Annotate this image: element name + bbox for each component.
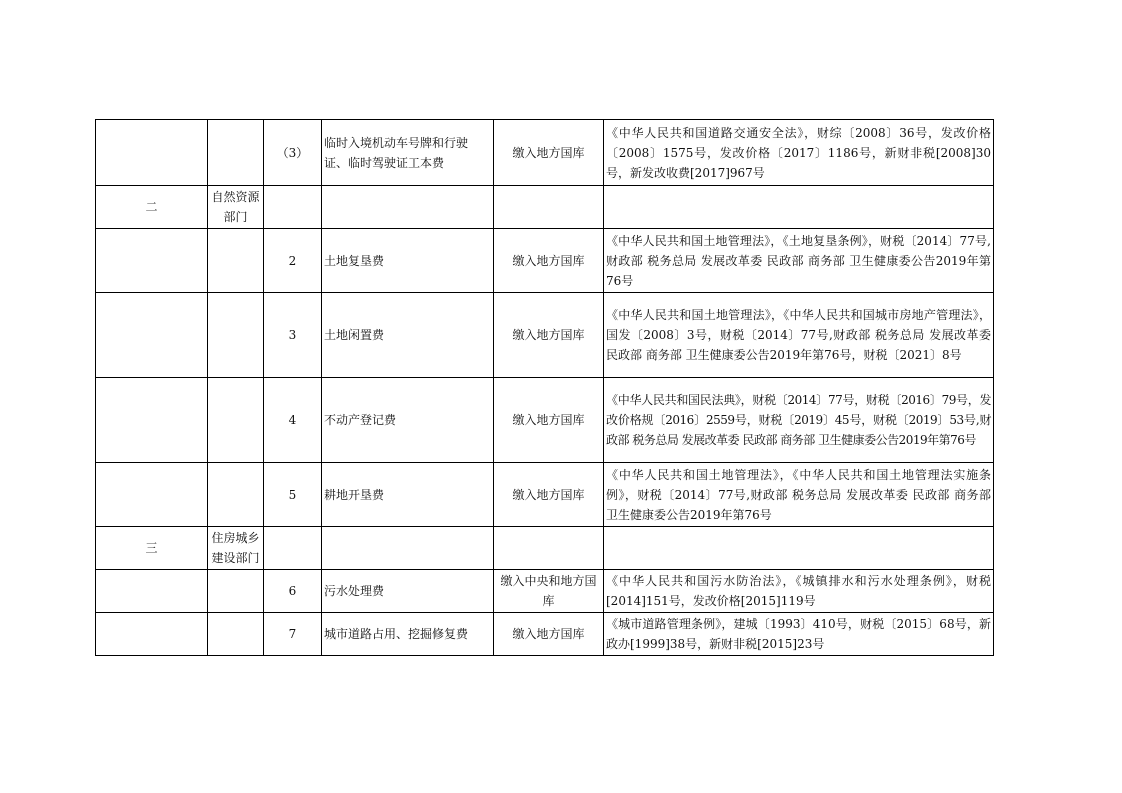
- dept-cell: [208, 463, 264, 527]
- basis-cell: 《中华人民共和国污水防治法》，《城镇排水和污水处理条例》，财税[2014]151号，发改价格[2015]119号: [604, 570, 994, 613]
- fee-table: [95, 119, 994, 656]
- basis-cell: 《中华人民共和国土地管理法》，《中华人民共和国土地管理法实施条例》，财税〔2014〕77号,财政部 税务总局 发展改革委 民政部 商务部 卫生健康委公告2019年第76号: [604, 463, 994, 527]
- item-no-cell: [264, 527, 322, 570]
- dept-cell: [208, 570, 264, 613]
- table-row: [96, 186, 994, 229]
- item-no-cell: 2: [264, 229, 322, 293]
- basis-cell: 《城市道路管理条例》，建城〔1993〕410号，财税〔2015〕68号，新政办[1999]38号，新财非税[2015]23号: [604, 613, 994, 656]
- table-row: [96, 463, 994, 527]
- basis-cell: [604, 186, 994, 229]
- item-no-cell: （3）: [264, 120, 322, 186]
- item-no-cell: 6: [264, 570, 322, 613]
- collection-cell: 缴入地方国库: [494, 613, 604, 656]
- basis-cell: 《中华人民共和国道路交通安全法》，财综〔2008〕36号，发改价格〔2008〕1575号，发改价格〔2017〕1186号，新财非税[2008]30号，新发改收费[2017]967号: [604, 120, 994, 186]
- collection-cell: 缴入地方国库: [494, 229, 604, 293]
- table-row: [96, 120, 994, 186]
- collection-cell: 缴入地方国库: [494, 463, 604, 527]
- item-no-cell: 3: [264, 293, 322, 378]
- collection-cell: [494, 186, 604, 229]
- fee-name-cell: 土地复垦费: [322, 229, 494, 293]
- collection-cell: 缴入地方国库: [494, 293, 604, 378]
- dept-cell: [208, 120, 264, 186]
- table-row: [96, 229, 994, 293]
- dept-cell: 住房城乡建设部门: [208, 527, 264, 570]
- table-row: [96, 378, 994, 463]
- fee-name-cell: [322, 527, 494, 570]
- dept-cell: [208, 613, 264, 656]
- table-row: [96, 527, 994, 570]
- collection-cell: 缴入中央和地方国库: [494, 570, 604, 613]
- seq-cell: [96, 570, 208, 613]
- fee-name-cell: 污水处理费: [322, 570, 494, 613]
- table-row: [96, 293, 994, 378]
- item-no-cell: 4: [264, 378, 322, 463]
- dept-cell: [208, 293, 264, 378]
- seq-cell: [96, 463, 208, 527]
- collection-cell: 缴入地方国库: [494, 378, 604, 463]
- dept-cell: 自然资源部门: [208, 186, 264, 229]
- seq-cell: [96, 613, 208, 656]
- item-no-cell: 5: [264, 463, 322, 527]
- seq-cell: 三: [96, 527, 208, 570]
- table-row: [96, 570, 994, 613]
- seq-cell: [96, 293, 208, 378]
- dept-cell: [208, 378, 264, 463]
- fee-name-cell: 耕地开垦费: [322, 463, 494, 527]
- fee-name-cell: 城市道路占用、挖掘修复费: [322, 613, 494, 656]
- item-no-cell: [264, 186, 322, 229]
- fee-name-cell: 不动产登记费: [322, 378, 494, 463]
- seq-cell: [96, 229, 208, 293]
- fee-name-cell: 土地闲置费: [322, 293, 494, 378]
- collection-cell: [494, 527, 604, 570]
- table-row: [96, 613, 994, 656]
- seq-cell: 二: [96, 186, 208, 229]
- basis-cell: [604, 527, 994, 570]
- dept-cell: [208, 229, 264, 293]
- item-no-cell: 7: [264, 613, 322, 656]
- basis-cell: 《中华人民共和国土地管理法》，《中华人民共和国城市房地产管理法》，国发〔2008〕3号，财税〔2014〕77号,财政部 税务总局 发展改革委 民政部 商务部 卫生健康委公告2019年第76号，财税〔2021〕8号: [604, 293, 994, 378]
- basis-cell: 《中华人民共和国民法典》，财税〔2014〕77号，财税〔2016〕79号，发改价格规〔2016〕2559号，财税〔2019〕45号，财税〔2019〕53号,财政部 税务总局 发展改革委 民政部 商务部 卫生健康委公告2019年第76号: [604, 378, 994, 463]
- basis-cell: 《中华人民共和国土地管理法》，《土地复垦条例》，财税〔2014〕77号,财政部 税务总局 发展改革委 民政部 商务部 卫生健康委公告2019年第76号: [604, 229, 994, 293]
- fee-name-cell: [322, 186, 494, 229]
- seq-cell: [96, 378, 208, 463]
- seq-cell: [96, 120, 208, 186]
- fee-name-cell: 临时入境机动车号牌和行驶证、临时驾驶证工本费: [322, 120, 494, 186]
- collection-cell: 缴入地方国库: [494, 120, 604, 186]
